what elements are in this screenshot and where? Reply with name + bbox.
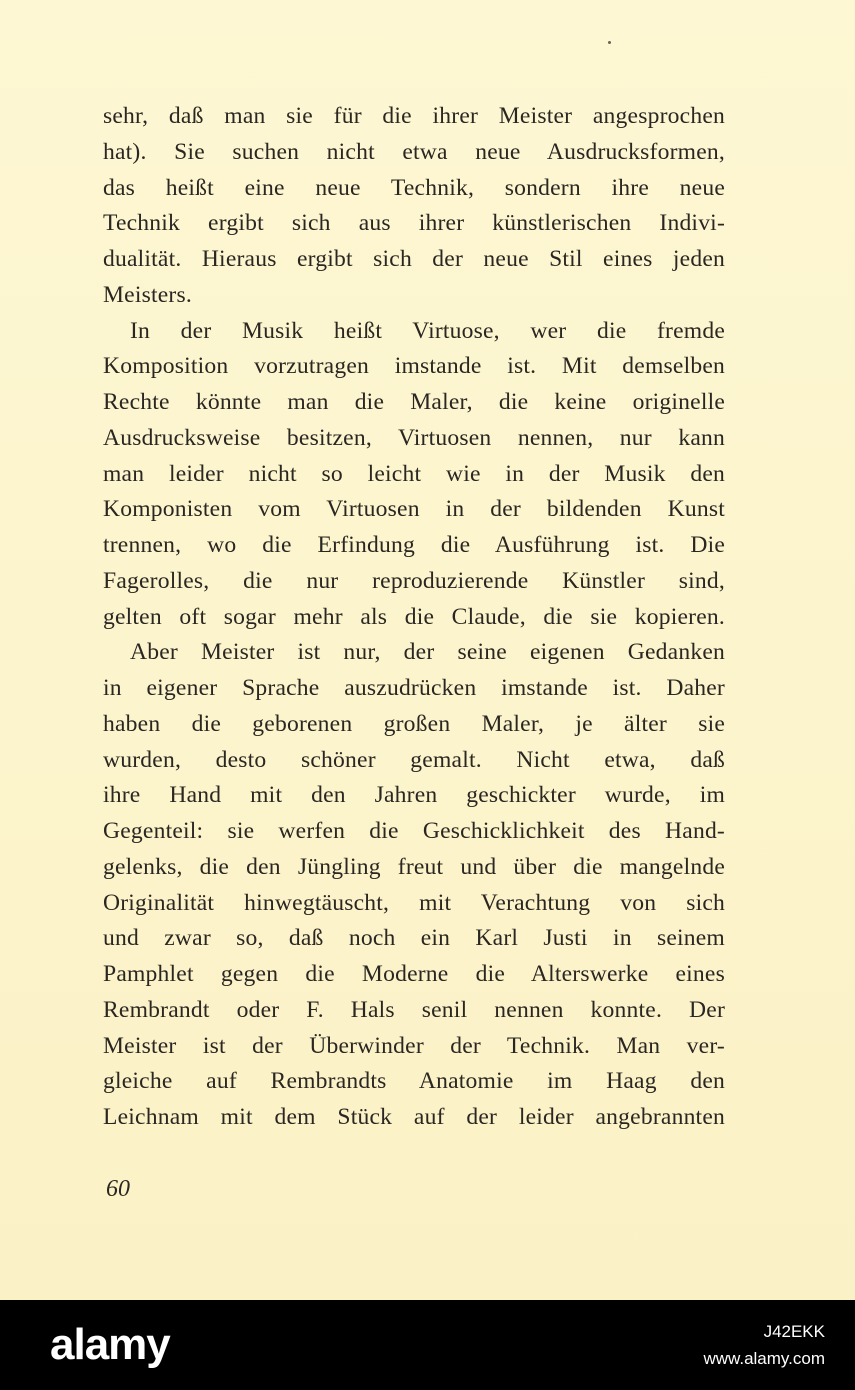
text-line: Komponisten vom Virtuosen in der bildenden Kunst (103, 496, 725, 523)
text-line: Fagerolles, die nur reproduzierende Künstler sind, (103, 567, 725, 594)
paragraph-start-line: Aber Meister ist nur, der seine eigenen Gedanken (130, 639, 725, 666)
text-line: ihre Hand mit den Jahren geschickter wurde, im (103, 782, 725, 809)
text-line: gleiche auf Rembrandts Anatomie im Haag den (103, 1068, 725, 1095)
alamy-logo: alamy (50, 1320, 170, 1369)
text-line: man leider nicht so leicht wie in der Musik den (103, 460, 725, 487)
text-line: wurden, desto schöner gemalt. Nicht etwa, daß (103, 746, 725, 773)
text-line: und zwar so, daß noch ein Karl Justi in seinem (103, 925, 725, 952)
text-line: Originalität hinwegtäuscht, mit Verachtung von sich (103, 889, 725, 916)
text-line: haben die geborenen großen Maler, je älter sie (103, 710, 725, 737)
text-line: dualität. Hieraus ergibt sich der neue Stil eines jeden (103, 246, 725, 272)
text-line: Ausdrucksweise besitzen, Virtuosen nennen, nur kann (103, 424, 725, 451)
text-line: Meister ist der Überwinder der Technik. Man ver- (103, 1032, 725, 1059)
text-line: Komposition vorzutragen imstande ist. Mit demselben (103, 353, 725, 380)
text-line: Technik ergibt sich aus ihrer künstlerischen Indivi- (103, 210, 725, 237)
text-line: trennen, wo die Erfindung die Ausführung ist. Die (103, 532, 725, 558)
text-line: Pamphlet gegen die Moderne die Alterswerke eines (103, 961, 725, 987)
text-line: das heißt eine neue Technik, sondern ihre neue (103, 174, 725, 201)
image-id: J42EKK (763, 1322, 825, 1341)
ink-speck (608, 41, 611, 44)
text-line: Leichnam mit dem Stück auf der leider angebrannten (103, 1104, 725, 1130)
watermark-url: www.alamy.com (703, 1349, 825, 1368)
text-line: gelten oft sogar mehr als die Claude, die sie kopieren. (103, 603, 725, 630)
text-line: gelenks, die den Jüngling freut und über die mangelnde (103, 853, 725, 880)
text-line: hat). Sie suchen nicht etwa neue Ausdrucksformen, (103, 138, 725, 165)
text-line: Rechte könnte man die Maler, die keine originelle (103, 389, 725, 415)
text-line: Gegenteil: sie werfen die Geschicklichkeit des Hand- (103, 818, 725, 844)
text-line: in eigener Sprache auszudrücken imstande ist. Daher (103, 675, 725, 701)
text-line: sehr, daß man sie für die ihrer Meister angesprochen (103, 103, 725, 129)
paragraph-start-line: In der Musik heißt Virtuose, wer die fremde (130, 317, 725, 344)
body-text (103, 99, 725, 1136)
text-line: Rembrandt oder F. Hals senil nennen konnte. Der (103, 996, 725, 1023)
page-number: 60 (106, 1176, 130, 1202)
text-line: Meisters. (103, 281, 192, 308)
